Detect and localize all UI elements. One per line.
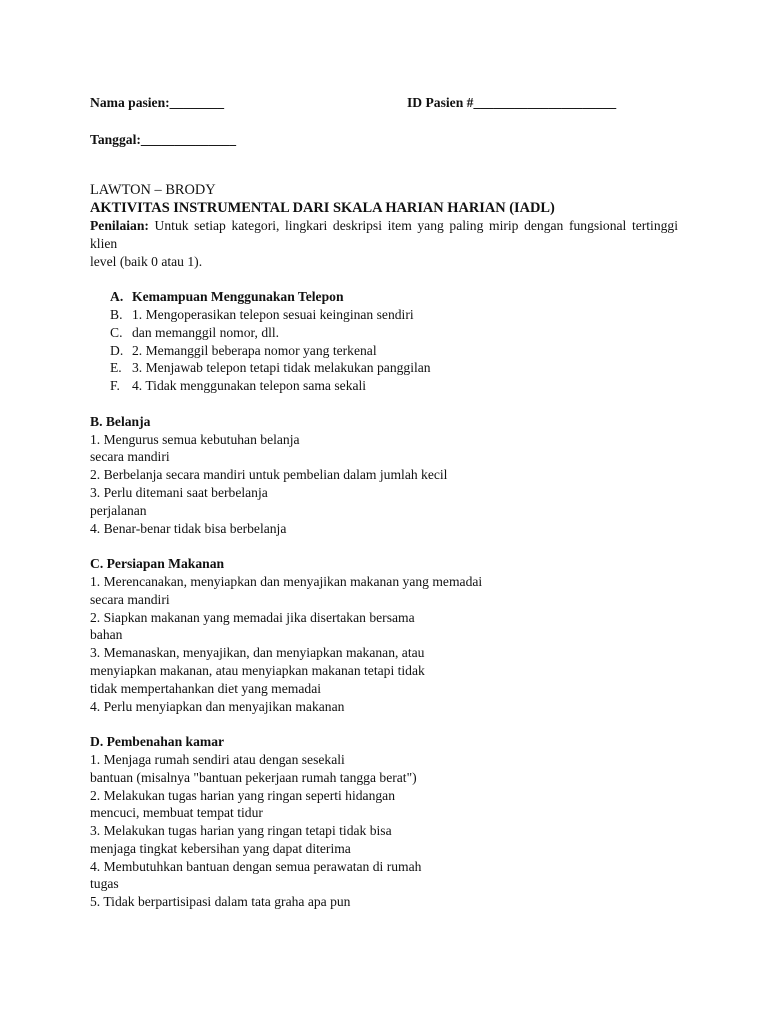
section-c bbox=[90, 555, 678, 715]
list-item: 2. Berbelanja secara mandiri untuk pembelian dalam jumlah kecil bbox=[90, 467, 448, 483]
scoring-label: Penilaian: bbox=[90, 218, 149, 233]
section-c-title: C. Persiapan Makanan bbox=[90, 556, 225, 572]
list-item: 4. Benar-benar tidak bisa berbelanja bbox=[90, 520, 287, 536]
list-item: mencuci, membuat tempat tidur bbox=[90, 805, 263, 821]
list-item: 1. Merencanakan, menyiapkan dan menyajikan makanan yang memadai bbox=[90, 573, 483, 589]
list-item: C. dan memanggil nomor, dll. bbox=[110, 324, 280, 340]
list-item: B. 1. Mengoperasikan telepon sesuai keinginan sendiri bbox=[110, 306, 414, 322]
date-field: Tanggal:______________ bbox=[90, 132, 237, 147]
list-item: 4. Membutuhkan bantuan dengan semua perawatan di rumah bbox=[90, 858, 422, 874]
section-a-title-text: Kemampuan Menggunakan Telepon bbox=[132, 289, 344, 305]
patient-id-field: ID Pasien #_____________________ bbox=[407, 95, 617, 110]
list-item: E. 3. Menjawab telepon tetapi tidak melakukan panggilan bbox=[110, 360, 431, 376]
list-item: tidak mempertahankan diet yang memadai bbox=[90, 680, 322, 696]
section-a bbox=[90, 288, 678, 395]
list-item: 3. Perlu ditemani saat berbelanja bbox=[90, 484, 268, 500]
list-item: secara mandiri bbox=[90, 449, 170, 465]
scoring-text-2: level (baik 0 atau 1). bbox=[90, 253, 203, 269]
list-item: bantuan (misalnya "bantuan pekerjaan rumah tangga berat") bbox=[90, 769, 417, 785]
section-a-title bbox=[90, 288, 678, 306]
list-item: 4. Perlu menyiapkan dan menyajikan makanan bbox=[90, 698, 345, 714]
list-item: 1. Mengurus semua kebutuhan belanja bbox=[90, 431, 300, 447]
list-item: 2. Melakukan tugas harian yang ringan seperti hidangan bbox=[90, 787, 396, 803]
list-item: secara mandiri bbox=[90, 591, 170, 607]
list-item: bahan bbox=[90, 627, 123, 643]
scoring-instructions bbox=[90, 217, 678, 253]
list-item: menjaga tingkat kebersihan yang dapat diterima bbox=[90, 840, 351, 856]
list-item: tugas bbox=[90, 876, 119, 892]
list-item: 2. Siapkan makanan yang memadai jika disertakan bersama bbox=[90, 609, 415, 625]
patient-name-field: Nama pasien:________ bbox=[90, 95, 225, 110]
list-item: 5. Tidak berpartisipasi dalam tata graha apa pun bbox=[90, 894, 351, 910]
form-content bbox=[90, 181, 678, 911]
list-item: menyiapkan makanan, atau menyiapkan makanan tetapi tidak bbox=[90, 662, 425, 678]
list-item: 3. Memanaskan, menyajikan, dan menyiapkan makanan, atau bbox=[90, 645, 425, 661]
section-b bbox=[90, 413, 678, 538]
list-item: D. 2. Memanggil beberapa nomor yang terkenal bbox=[110, 342, 377, 358]
scoring-text-1: Untuk setiap kategori, lingkari deskripsi item yang paling mirip dengan fungsional tertinggi klien bbox=[90, 218, 679, 251]
list-item: F. 4. Tidak menggunakan telepon sama sekali bbox=[110, 378, 367, 394]
list-item: perjalanan bbox=[90, 502, 147, 518]
list-item: 1. Menjaga rumah sendiri atau dengan sesekali bbox=[90, 751, 345, 767]
section-b-title: B. Belanja bbox=[90, 413, 151, 429]
section-a-options bbox=[90, 306, 678, 395]
section-a-marker: A. bbox=[110, 289, 124, 305]
section-d bbox=[90, 733, 678, 911]
title-line-2: AKTIVITAS INSTRUMENTAL DARI SKALA HARIAN HARIAN (IADL) bbox=[90, 200, 555, 216]
list-item: 3. Melakukan tugas harian yang ringan tetapi tidak bisa bbox=[90, 823, 392, 839]
section-d-title: D. Pembenahan kamar bbox=[90, 734, 225, 750]
title-line-1: LAWTON – BRODY bbox=[90, 182, 216, 198]
